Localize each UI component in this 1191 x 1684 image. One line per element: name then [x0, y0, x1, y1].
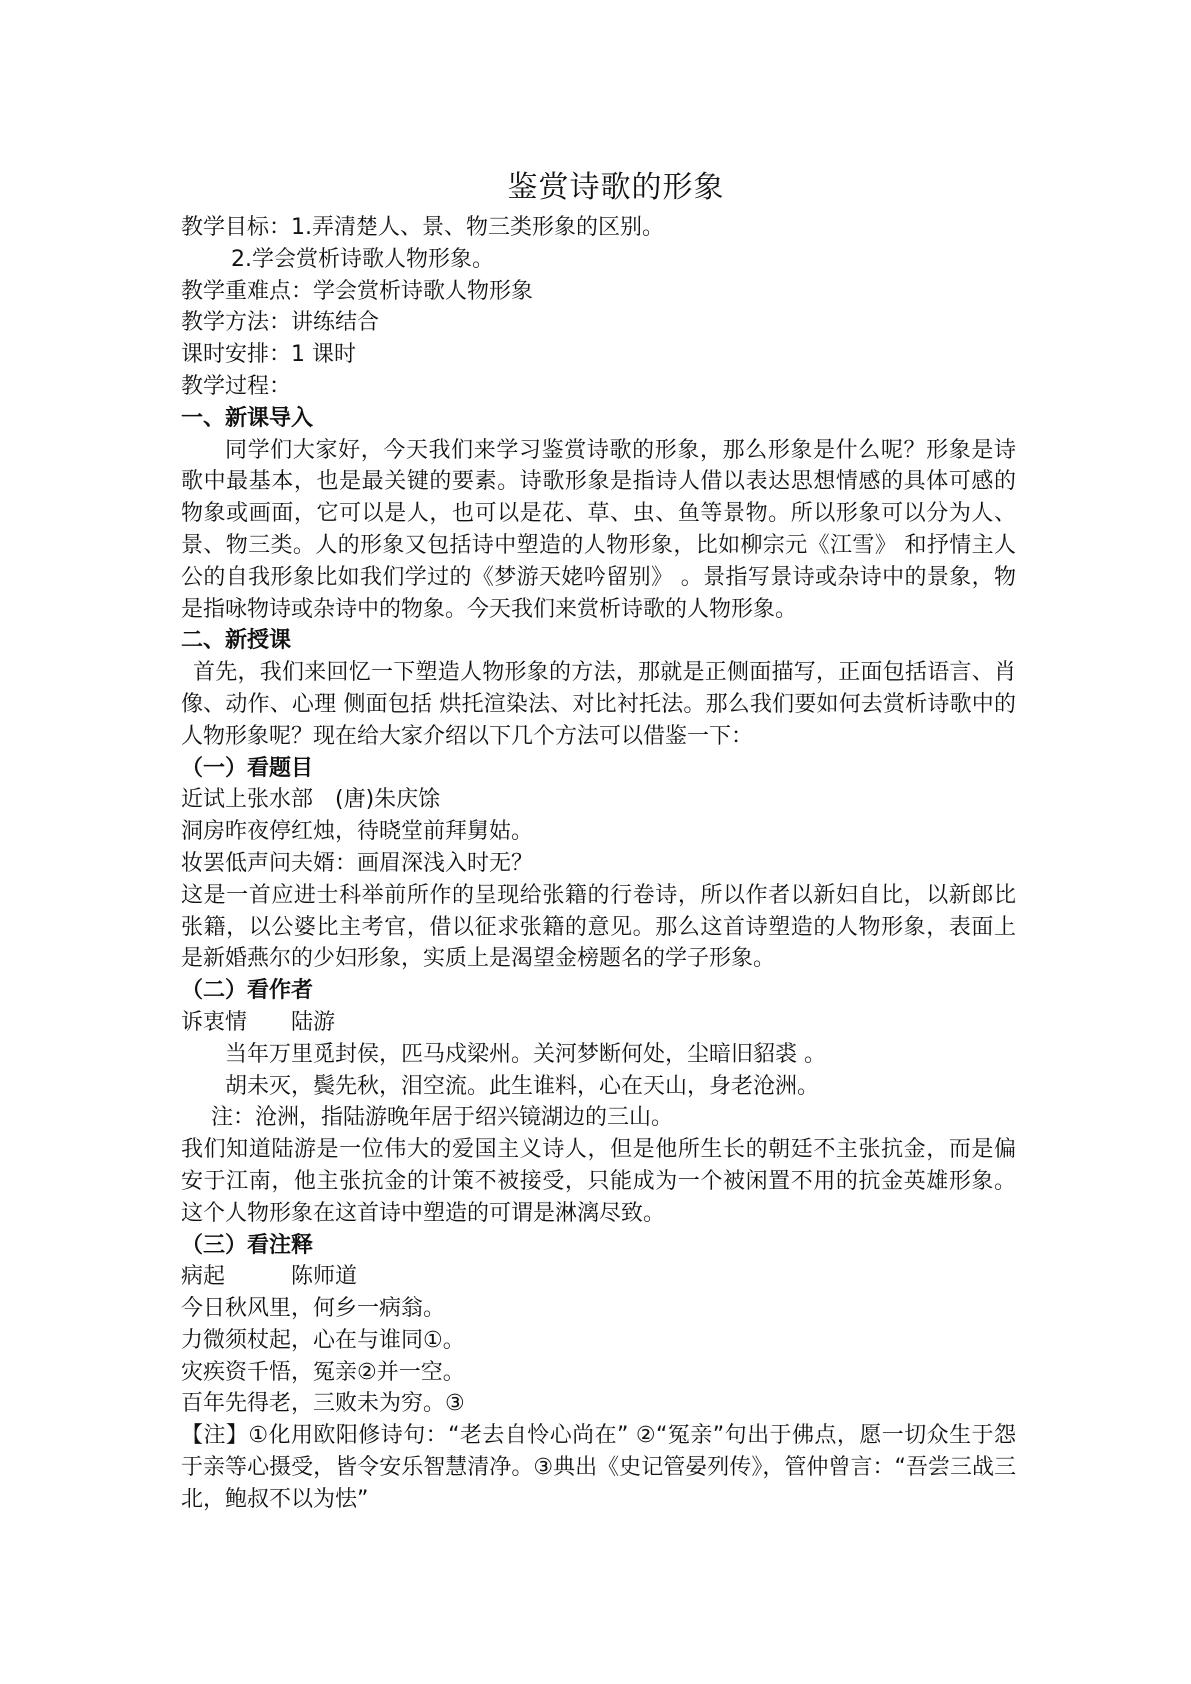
page-title: 鉴赏诗歌的形象 [507, 170, 725, 205]
poem1-line: 洞房昨夜停红烛，待晓堂前拜舅姑。 [181, 819, 534, 845]
poem1-line: 妆罢低声问夫婿：画眉深浅入时无？ [181, 850, 534, 876]
intro-paragraph: 同学们大家好，今天我们来学习鉴赏诗歌的形象，那么形象是什么呢？形象是诗歌中最基本，也是最关键的要素。诗歌形象是指诗人借以表达思想情感的具体可感的物象或画面，它可以是人，也可以是花、草、虫、鱼等景物。所以形象可以分为人、景、物三类。人的形象又包括诗中塑造的人物形象，比如柳宗元《江雪》 和抒情主人公的自我形象比如我们学过的《梦游天姥吟留别》 。景指写景诗或杂诗中的景象，物是指咏物诗或杂诗中的物象。今天我们来赏析诗歌的人物形象。 [181, 437, 1016, 622]
poem3-line: 百年先得老，三败未为穷。③ [181, 1391, 465, 1417]
poem3-line: 力微须杖起，心在与谁同①。 [181, 1327, 465, 1353]
teaching-goals-2: 2.学会赏析诗歌人物形象。 [231, 246, 494, 272]
poem3-line: 灾疾资千悟，冤亲②并一空。 [181, 1359, 465, 1385]
document-body [181, 168, 1021, 1516]
section-heading-new-lesson: 二、新授课 [181, 628, 292, 654]
poem1-title: 近试上张水部 (唐)朱庆馀 [181, 787, 441, 813]
teaching-keypoints: 教学重难点：学会赏析诗歌人物形象 [181, 278, 534, 304]
section-heading-intro: 一、新课导入 [181, 405, 314, 431]
teaching-method: 教学方法：讲练结合 [181, 310, 380, 336]
poem2-title: 诉衷情 陆游 [181, 1009, 336, 1035]
poem3-line: 今日秋风里，何乡一病翁。 [181, 1296, 446, 1322]
poem2-note: 注：沧洲，指陆游晚年居于绍兴镜湖边的三山。 [211, 1105, 674, 1131]
poem3-annotations: 【注】①化用欧阳修诗句：“老去自怜心尚在” ②“冤亲”句出于佛点，愿一切众生于怨于亲等心摄受，皆令安乐智慧清净。③典出《史记管晏列传》，管仲曾言：“吾尝三战三北，鲍叔不以为怯” [181, 1423, 1016, 1512]
subsection-heading-title: （一）看题目 [181, 755, 314, 781]
poem2-line: 当年万里觅封侯，匹马戍梁州。关河梦断何处，尘暗旧貂裘 。 [225, 1041, 826, 1067]
poem2-line: 胡未灭，鬓先秋，泪空流。此生谁料，心在天山，身老沧洲。 [225, 1073, 820, 1099]
subsection-heading-author: （二）看作者 [181, 978, 314, 1004]
poem1-analysis: 这是一首应进士科举前所作的呈现给张籍的行卷诗，所以作者以新妇自比，以新郎比张籍，以公婆比主考官，借以征求张籍的意见。那么这首诗塑造的人物形象，表面上是新婚燕尔的少妇形象，实质上是渴望金榜题名的学子形象。 [181, 882, 1016, 972]
poem3-title: 病起 陈师道 [181, 1264, 358, 1290]
poem2-analysis: 我们知道陆游是一位伟大的爱国主义诗人，但是他所生长的朝廷不主张抗金，而是偏安于江南，他主张抗金的计策不被接受，只能成为一个被闲置不用的抗金英雄形象。这个人物形象在这首诗中塑造的可谓是淋漓尽致。 [181, 1137, 1016, 1226]
subsection-heading-notes: （三）看注释 [181, 1232, 314, 1258]
teaching-goals-1: 教学目标：1.弄清楚人、景、物三类形象的区别。 [181, 215, 664, 240]
teaching-process: 教学过程： [181, 373, 292, 399]
lesson-schedule: 课时安排：1 课时 [181, 342, 356, 368]
new-lesson-paragraph: 首先，我们来回忆一下塑造人物形象的方法，那就是正侧面描写，正面包括语言、肖像、动作、心理 侧面包括 烘托渲染法、对比衬托法。那么我们要如何去赏析诗歌中的人物形象呢？现在给大家介绍以下几个方法可以借鉴一下： [181, 660, 1016, 749]
